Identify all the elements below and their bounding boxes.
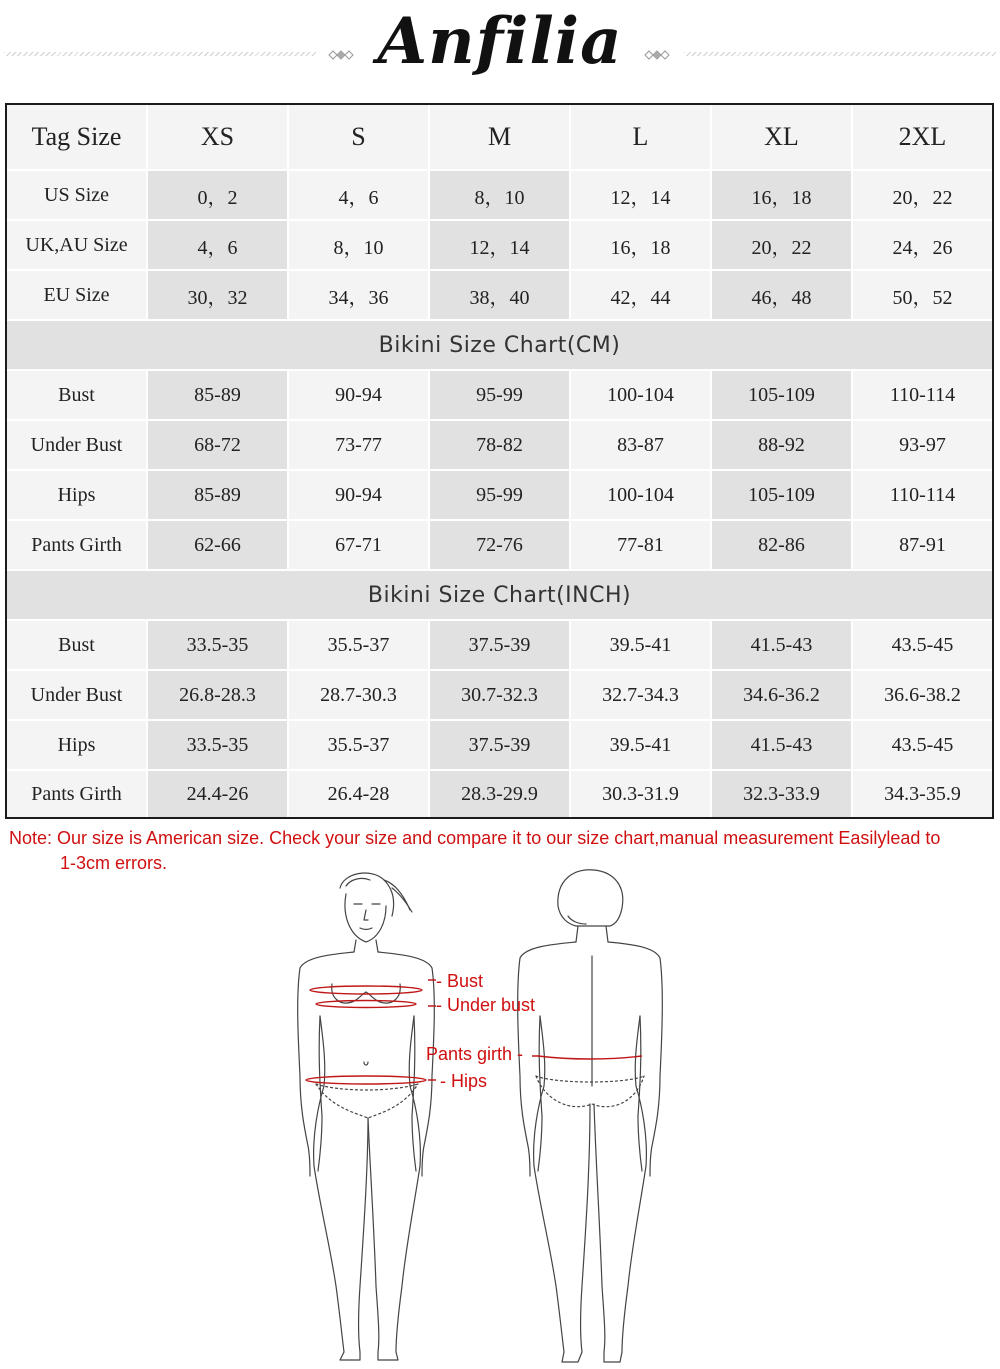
table-cell: 110-114	[853, 371, 992, 421]
header-cell: M	[430, 105, 571, 171]
table-cell: 39.5-41	[571, 721, 712, 771]
bust-label: - Bust	[436, 971, 484, 991]
table-cell: 41.5-43	[712, 621, 853, 671]
table-cell: 83-87	[571, 421, 712, 471]
table-cell: 37.5-39	[430, 721, 571, 771]
bust-line	[310, 986, 422, 994]
table-cell: 12，14	[430, 221, 571, 271]
table-row	[7, 621, 992, 671]
header-cell: XS	[148, 105, 289, 171]
table-cell: 36.6-38.2	[853, 671, 992, 721]
table-cell: 35.5-37	[289, 721, 430, 771]
table-cell: 95-99	[430, 371, 571, 421]
table-cell: 24.4-26	[148, 771, 289, 817]
table-row	[7, 521, 992, 571]
table-cell: 30.7-32.3	[430, 671, 571, 721]
diamond-divider-icon	[642, 49, 672, 61]
header-cell: Tag Size	[7, 105, 148, 171]
measurement-illustration	[280, 866, 700, 1364]
table-cell: 30，32	[148, 271, 289, 321]
table-cell: 67-71	[289, 521, 430, 571]
table-cell: 26.4-28	[289, 771, 430, 817]
table-cell: 90-94	[289, 471, 430, 521]
table-cell: 50，52	[853, 271, 992, 321]
table-cell: 33.5-35	[148, 721, 289, 771]
table-cell: 90-94	[289, 371, 430, 421]
table-cell: 85-89	[148, 471, 289, 521]
header-cell: 2XL	[853, 105, 992, 171]
section-title-inch: Bikini Size Chart(INCH)	[7, 571, 992, 621]
table-cell: 8，10	[430, 171, 571, 221]
table-cell: 4，6	[148, 221, 289, 271]
table-cell: 20，22	[712, 221, 853, 271]
table-cell: 73-77	[289, 421, 430, 471]
header-rule-left	[4, 52, 316, 56]
page-header	[0, 0, 1000, 100]
pants-girth-line	[538, 1056, 642, 1059]
table-cell: 34.6-36.2	[712, 671, 853, 721]
table-cell: 105-109	[712, 471, 853, 521]
female-front-outline-icon	[298, 873, 435, 1360]
table-cell: 77-81	[571, 521, 712, 571]
header-cell: XL	[712, 105, 853, 171]
under-bust-label: - Under bust	[436, 995, 536, 1015]
table-row	[7, 471, 992, 521]
table-cell: 33.5-35	[148, 621, 289, 671]
row-label: UK,AU Size	[7, 221, 148, 271]
table-row	[7, 371, 992, 421]
table-cell: 88-92	[712, 421, 853, 471]
table-cell: 38，40	[430, 271, 571, 321]
row-label: EU Size	[7, 271, 148, 321]
table-row	[7, 171, 992, 221]
table-cell: 26.8-28.3	[148, 671, 289, 721]
section-title-cm: Bikini Size Chart(CM)	[7, 321, 992, 371]
table-cell: 62-66	[148, 521, 289, 571]
table-cell: 35.5-37	[289, 621, 430, 671]
table-row	[7, 421, 992, 471]
table-cell: 100-104	[571, 371, 712, 421]
row-label: US Size	[7, 171, 148, 221]
table-cell: 87-91	[853, 521, 992, 571]
table-cell: 105-109	[712, 371, 853, 421]
table-cell: 68-72	[148, 421, 289, 471]
table-cell: 4，6	[289, 171, 430, 221]
table-cell: 16，18	[712, 171, 853, 221]
table-cell: 24，26	[853, 221, 992, 271]
table-cell: 12，14	[571, 171, 712, 221]
table-cell: 43.5-45	[853, 721, 992, 771]
brand-logo: Anfilia	[377, 4, 623, 79]
table-cell: 95-99	[430, 471, 571, 521]
header-cell: S	[289, 105, 430, 171]
table-row	[7, 671, 992, 721]
table-row	[7, 221, 992, 271]
table-cell: 34.3-35.9	[853, 771, 992, 817]
table-cell: 82-86	[712, 521, 853, 571]
table-header-row	[7, 105, 992, 171]
header-rule-right	[684, 52, 996, 56]
table-cell: 93-97	[853, 421, 992, 471]
table-cell: 72-76	[430, 521, 571, 571]
table-cell: 100-104	[571, 471, 712, 521]
table-cell: 78-82	[430, 421, 571, 471]
size-chart-table	[5, 103, 994, 819]
table-cell: 41.5-43	[712, 721, 853, 771]
table-cell: 37.5-39	[430, 621, 571, 671]
table-cell: 85-89	[148, 371, 289, 421]
under-bust-line	[316, 1001, 416, 1008]
table-cell: 39.5-41	[571, 621, 712, 671]
row-label: Bust	[7, 371, 148, 421]
table-cell: 28.3-29.9	[430, 771, 571, 817]
table-cell: 28.7-30.3	[289, 671, 430, 721]
note-line-1: Note: Our size is American size. Check your size and compare it to our size chart,manual measurement Easilylead to	[9, 828, 941, 848]
note-line-2: 1-3cm errors.	[60, 853, 168, 873]
diamond-divider-icon	[326, 49, 356, 61]
table-row	[7, 271, 992, 321]
table-cell: 34，36	[289, 271, 430, 321]
table-cell: 30.3-31.9	[571, 771, 712, 817]
row-label: Under Bust	[7, 421, 148, 471]
table-row	[7, 721, 992, 771]
row-label: Hips	[7, 471, 148, 521]
header-cell: L	[571, 105, 712, 171]
table-row	[7, 771, 992, 817]
female-back-outline-icon	[518, 870, 663, 1362]
table-cell: 43.5-45	[853, 621, 992, 671]
row-label: Pants Girth	[7, 771, 148, 817]
row-label: Pants Girth	[7, 521, 148, 571]
table-cell: 16，18	[571, 221, 712, 271]
table-cell: 32.7-34.3	[571, 671, 712, 721]
measurement-figures	[280, 866, 700, 1364]
table-cell: 8，10	[289, 221, 430, 271]
row-label: Hips	[7, 721, 148, 771]
row-label: Bust	[7, 621, 148, 671]
pants-girth-label: Pants girth -	[426, 1044, 524, 1064]
table-cell: 110-114	[853, 471, 992, 521]
table-cell: 42，44	[571, 271, 712, 321]
table-cell: 0，2	[148, 171, 289, 221]
table-cell: 20，22	[853, 171, 992, 221]
hips-label: - Hips	[440, 1071, 488, 1091]
table-cell: 32.3-33.9	[712, 771, 853, 817]
row-label: Under Bust	[7, 671, 148, 721]
table-cell: 46，48	[712, 271, 853, 321]
